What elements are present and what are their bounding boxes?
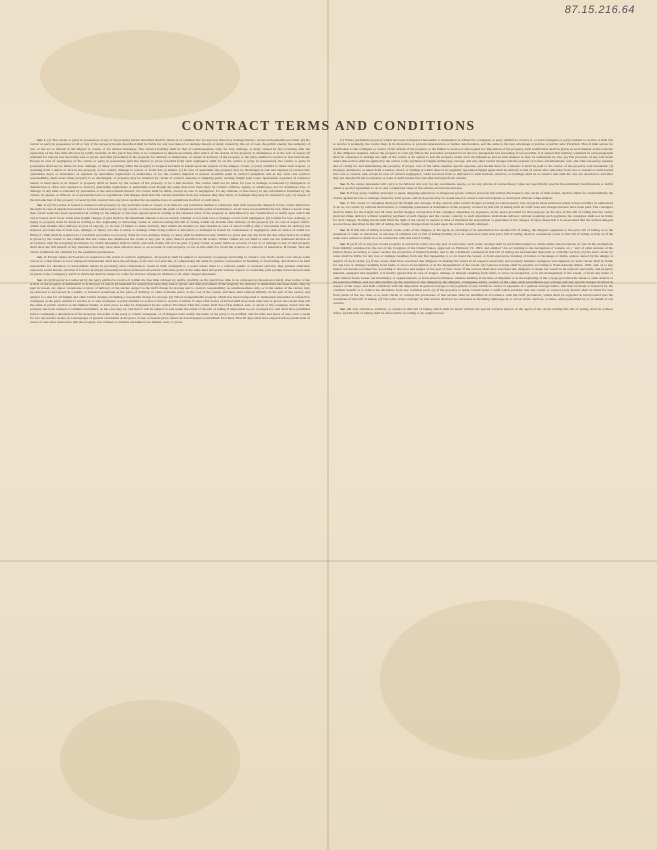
section-number: Sec. 3. <box>37 255 47 260</box>
paper-stain <box>380 600 620 760</box>
section-paragraph <box>30 255 310 276</box>
section-text: Any alteration, addition, or erasure in this bill of lading which shall be made without the special notation hereon of the agent of the carrier issuing this bill of lading, shall be without effect, and this bill of lading shall be enforceable according to its original tenor. <box>333 306 614 315</box>
section-paragraph <box>333 191 613 200</box>
section-paragraph <box>333 138 613 181</box>
catalog-number: 87.15.216.64 <box>564 4 635 16</box>
section-text: (c) Where perishable property which has been transported hereunder to destination is refused by consignee or party entitled to receive it, or said consignee or party entitled to receive it shall fail to receive it promptly, the carrier may, in its discretion, to prevent deterioration or further deterioration, sell the same to the best advantage at private or public sale: Provided, That if time serves for notification to the consignor or owner of the refusal of the property or the failure to receive it and request for disposition of the property, such notification shall be given, in such manner as the exercise of due diligence requires, before the property is sold. (d) Where the procedure provided for in the two paragraphs last preceding is not possible, it is agreed that nothing contained in said paragraphs shall be construed to abridge the right of the carrier at its option to sell the property under such circumstances and in such manner as may be authorized by law. (e) The proceeds of any sale made under this section shall be applied by the carrier to the payment of freight, demurrage, storage, and any other lawful charges and the expense of notice, advertisement, sale, and other necessary expense and of caring for and maintaining the property, if proper care of the same requires special expense, and should there be a balance it shall be paid to the owner of the property sold hereunder. (f) Property destined to or taken from a station, wharf, or landing at which there is no regularly appointed freight agent shall be entirely at risk of owner after unloaded from cars or vessels or until loaded into cars or vessels, and, except in case of carrier's negligence, when received from or delivered to such stations, wharves, or landings shall be at owner's risk until the cars are attached to and after they are detached from locomotive or train or until loaded into and after unloaded from vessels. <box>333 138 613 181</box>
section-text: (a) Property not removed by the party entitled to receive it within the free time allowed by tariffs, lawfully on file (such free time to be computed as therein provided), after notice of the arrival of the property at destination or at the port of export (if intended for export) has been duly sent or given, and after placement of the property for delivery at destination has been made, may be kept in vessel, car, depot, warehouse or place of delivery of the carrier, subject to the tariff charge for storage and to carrier's responsibility as warehouseman, only, or at the option of the carrier, may be removed to and stored in a public or licensed warehouse at the place of delivery or other available place, at the cost of the owner, and there held without liability on the part of the carrier, and subject to a lien for all freight and other lawful charges, including a reasonable charge for storage. (b) Where nonperishable property which has been transported to destination hereunder is refused by consignee or the party entitled to receive it, or said consignee or party entitled to receive it fails to receive it within 15 days after notice of arrival shall have been duly sent or given, the carrier may sell the same at public auction to the highest bidder, at such place as may be designated by the carrier: Provided, That the carrier shall have first mailed, sent, or given to the consignor notice that the property has been refused or remains unclaimed, as the case may be, and that it will be subject to sale under the terms of the bill of lading if disposition be not arranged for, and shall have published notice containing a description of the property, the name of the party to whom consigned, or, if shipped order notify, the name of the party to be notified, and the time and place of sale, once a week for two successive weeks, in a newspaper of general circulation at the place of sale or nearest place where such newspaper is published: Provided, That 30 days shall have elapsed before publication of notice of sale after said notice that the property was refused or remains unclaimed was mailed, sent, or given. <box>30 277 310 325</box>
page-title: CONTRACT TERMS AND CONDITIONS <box>181 118 476 133</box>
section-text: (a) If all or any part of said property is carried by water over any part of said route, such water carriage shall be performed subject to all the terms and provisions of, and all the exemptions from liability contained in, the Act of the Congress of the United States, approved on February 13, 1893, and entitled "An act relating to the navigation of vessels, etc.," and of other statutes of the United States according to water carriers the protection of limited liability, and to the conditions contained in this bill of lading not inconsistent therewith or with this section. (b) No such carrier by water shall be liable for any loss or damage resulting from any fire happening to or on board the vessel, or from explosion, bursting of boilers or breakage of shafts, unless caused by the design or neglect of such carrier. (c) If the owner shall have exercised due diligence in making the vessel in all respects seaworthy and properly manned, equipped, and supplied, no such carrier shall be liable for any loss or damage resulting from faults or errors in navigation or in the management of the vessel. (d) General average shall be payable according to York-Antwerp Rules, 1950, and, as to any matter not therein provided for, according to the laws and usages of the port of New York. If the owners shall have exercised due diligence to make the vessel in all respects seaworthy and properly manned, equipped and supplied, it is hereby agreed that in case of danger, damage or disaster resulting from faults or errors in navigation, or in the management of the vessel, or from any latent or other defects in the vessel, her machinery, or appurtenances, or from unseaworthiness, whether existing at the time of shipment or at the beginning of the voyage (provided the latent or other defects or the unseaworthiness was not discoverable by the exercise of due diligence), the shippers, consignees and/or owners of the cargo shall nevertheless pay salvage and any special charges incurred in respect of the cargo, and shall contribute with the shipowner in general average to the payment of any sacrifices, losses or expenses of a general average nature, that may be made or incurred for the common benefit or to relieve the adventure from any common peril. (e) If the property is being carried under a tariff which provides that any carrier or carriers party thereto shall be liable for loss from perils of the sea, then as to such carrier or carriers the provisions of this section shall be modified in accordance with the tariff provisions, which shall be regarded as incorporated into the conditions of this bill of lading. (f) The term "water carriage" in this section shall not be construed as including lighterage in or across rivers, harbors, or lakes, when performed by or on behalf of rail carriers. <box>333 241 614 306</box>
left-column <box>30 138 310 326</box>
section-number: Sec. 7. <box>340 201 350 206</box>
section-paragraph <box>30 278 310 325</box>
section-number: Sec. 5. <box>340 181 350 186</box>
paper-stain <box>60 700 240 820</box>
section-number: Sec. 10. <box>340 306 352 311</box>
fold-line <box>0 560 657 562</box>
section-number: Sec. 4. <box>37 277 47 282</box>
section-text: (a) The carrier or party in possession of any of the property herein described shall be liable as at common law for any loss thereof or damage thereto, except as hereinafter provided. (b) No carrier or party in possession of all or any of the property herein described shall be liable for any loss thereof or damage thereto or delay caused by the act of God, the public enemy, the authority of law, or the act or default of the shipper or owner, or for natural shrinkage. The carrier's liability shall be that of warehouseman, only, for loss, damage, or delay caused by fire occurring after the expiration of the free time allowed by tariffs lawfully on file (such free time to be computed as therein provided) after notice of the arrival of the property at destination or at the port of export (if intended for export) has been duly sent or given, and after placement of the property for delivery at destination, or tender of delivery of the property to the party entitled to receive it, has been made. Except in case of negligence of the carrier or party in possession (and the burden to prove freedom from such negligence shall be on the carrier or party in possession), the carrier or party in possession shall not be liable for loss, damage, or delay occurring while the property is stopped and held in transit upon the request of the shipper, owner, or party entitled to make such request, or resulting from a defect or vice in the property, or for country damage to cotton, or from riots or strikes. (c) In case of quarantine the property may be discharged at risk and expense of owners into quarantine depot or elsewhere, as required by quarantine regulations or authorities, or for the carrier's dispatch at nearest available point in carrier's judgment, and in any such case carrier's responsibility shall cease when property is so discharged, or property may be returned by carrier at owner's expense to shipping point, earning freight both ways. Quarantine expenses of whatever nature or kind upon or in respect to property shall be borne by the owners of the property or be a lien thereon. The carrier shall not be liable for loss or damage occasioned by fumigation or disinfection or other acts required or done by quarantine regulations or authorities even though the same may have been done by carrier's officers, agents, or employees, nor for detention, loss, or damage of any kind occasioned by quarantine or the enforcement thereof. No carrier shall be liable, except in case of negligence, for any mistake or inaccuracy in any information furnished by the carrier, its agents, or officers, as to quarantine laws or regulations. The shipper shall hold the carriers harmless from any expense they may incur, or damages they may be required to pay, by reason of the introduction of the property covered by this contract into any place against the quarantine laws or regulations in effect at such place. <box>30 138 310 202</box>
section-text: No carrier hereunder will carry or be liable in any way for any documents, specie, or for any articles of extraordinary value not specifically rated in the published classifications or tariffs unless a special agreement to do so and a stipulated value of the articles are indorsed hereon. <box>333 181 613 190</box>
right-column <box>333 138 613 316</box>
section-number: Sec. 8. <box>340 227 350 232</box>
section-text: If this bill of lading is issued on the order of the shipper, or his agent, in exchange or in substitution for another bill of lading, the shipper's signature to the prior bill of lading as to the statement of value or otherwise, or election of common law or bill of lading liability, in or in connection with such prior bill of lading, shall be considered a part of this bill of lading as fully as if the same were written or made in or in connection with this bill of lading. <box>333 227 613 241</box>
section-number: Sec. 1. <box>37 138 47 142</box>
section-text: The owner or consignee shall pay the freight and average, if any, and all other lawful charges accruing on said property; but, except in those instances where it may lawfully be authorized to do so, no carrier by railroad shall deliver or relinquish possession at destination of the property covered by this bill of lading until all tariff rates and charges thereon have been paid. The consignor shall be liable for the freight and all other lawful charges, except that if the consignor stipulates, by signature, in the space provided for that purpose on the face of this bill of lading that the carrier shall not make delivery without requiring payment of such charges and the carrier, contrary to such stipulation, shall make delivery without requiring such payment, the consignor shall not be liable for such charges. Nothing herein shall limit the right of the carrier to require at time of shipment the prepayment or guarantee of the charges. If upon inspection it is ascertained that the articles shipped are not those described in this bill of lading, the freight charges must be paid upon the articles actually shipped. <box>333 201 613 227</box>
section-paragraph <box>333 182 613 191</box>
paper-stain <box>40 30 240 120</box>
section-text: Every party, whether principal or agent, shipping explosives or dangerous goods, without previous full written disclosure to the carrier of their nature, shall be liable for and indemnify the carrier against all loss or damage caused by such goods, and such goods may be warehoused at owner's risk and expense or destroyed without compensation. <box>333 191 613 200</box>
section-paragraph <box>333 201 613 227</box>
section-text: Except where such service is required as the result of carrier's negligence, all property shall be subject to necessary cooperage and baling at owner's cost. Each carrier over whose route cotton or cotton linters is to be transported hereunder shall have the privilege, at its own cost and risk, of compressing the same for greater convenience in handling or forwarding, and shall not be held responsible for deviation or unavoidable delays in procuring such compression. Grain in bulk consigned to a point where there is a railroad, public or licensed elevator, may (unless otherwise expressly noted herein, and then if it is not promptly unloaded) be there delivered and placed with other grain of the same kind and grade without respect to ownership (and prompt notice thereof shall be given to the consignor), and if so delivered shall be subject to a lien for elevator charges in addition to all other charges hereunder. <box>30 255 310 277</box>
section-paragraph <box>30 138 310 202</box>
section-paragraph <box>333 228 613 241</box>
section-paragraph <box>333 242 613 306</box>
section-paragraph <box>30 203 310 254</box>
section-text: (a) No carrier is bound to transport said property by any particular train or vessel, or in time for any particular market or otherwise than with reasonable dispatch. Every carrier shall have the right in case of physical necessity to forward said property by any carrier or route between the point of shipment and the point of destination. In all cases not prohibited by law, where a lower value than actual value has been represented in writing by the shipper or has been agreed upon in writing as the released value of the property as determined by the classification or tariffs upon which the rate is based, such lower value plus freight charges if paid shall be the maximum amount to be recovered, whether or not such loss or damage occurs from negligence. (b) Claims for loss, damage, or injury to property must be made in writing to the originating or delivering carrier or carriers issuing this bill of lading within six months after delivery of the property (or, in case of export traffic, within nine months after delivery at port of export), or, in case of failure to make delivery, then within six months (or nine months in case of export traffic) after a reasonable time for delivery has elapsed; provided that if such loss, damage, or injury was due to delay or damage while being loaded or unloaded, or damaged in transit by carelessness or negligence, then no notice of claim nor filing of claim shall be required as a condition precedent to recovery. Suits for loss, damage, injury, or delay shall be instituted only within two years and one day from the day when notice in writing is given by the carrier to the claimant that the carrier has disallowed the claim or any part or parts thereof specified in the notice. Where claims are not filed or suits are not instituted thereon in accordance with the foregoing provisions, no carrier hereunder shall be liable, and such claims will not be paid. (c) Any carrier or party liable on account of loss of or damage to any of said property shall have the full benefit of any insurance that may have been effected upon or on account of said property, so far as this shall not avoid the policies or contracts of insurance: Provided, That the carrier reimburse the claimant for the premium paid thereon. <box>30 202 310 254</box>
section-number: Sec. 2. <box>37 202 47 207</box>
section-number: Sec. 9. <box>340 241 350 246</box>
section-paragraph <box>333 307 613 316</box>
section-number: Sec. 6. <box>340 191 350 196</box>
